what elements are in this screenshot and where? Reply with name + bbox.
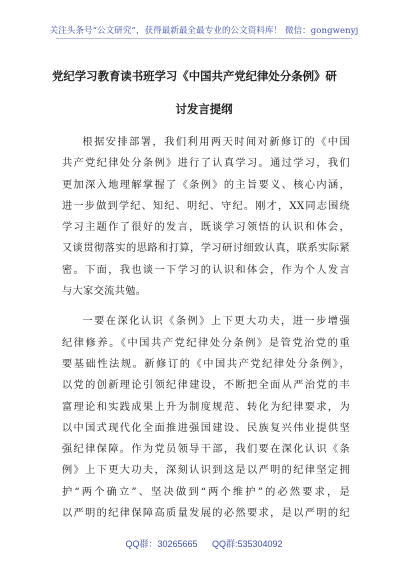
paragraph bbox=[62, 311, 350, 524]
paragraph-line: 富理论和实践成果上升为制度规范、转化为纪律要求，为 bbox=[62, 401, 350, 413]
paragraph-line: 以党的创新理论引领纪律建设，不断把全面从严治党的丰 bbox=[62, 380, 350, 392]
paragraph-line: 一要在深化认识《条例》上下更大功夫，进一步增强 bbox=[82, 316, 350, 328]
header-promo-note: 关注头条号“公文研究”，获得最新最全最专业的公文资料库！ 微信：gongwenyj bbox=[49, 26, 359, 36]
paragraph-line: 根据安排部署，我们利用两天时间对新修订的《中国 bbox=[82, 137, 350, 148]
paragraph-line: 学习主题作了很好的发言，既谈学习领悟的认识和体会， bbox=[62, 222, 350, 234]
paragraph-line: 共产党纪律处分条例》进行了认真学习。通过学习，我们 bbox=[62, 158, 350, 170]
paragraph-line: 以中国式现代化全面推进强国建设、民族复兴伟业提供坚 bbox=[62, 422, 350, 434]
document-title-line1: 党纪学习教育读书班学习《中国共产党纪律处分条例》研 bbox=[52, 69, 337, 83]
paragraph-line: 护“两个确立”、坚决做到“两个维护”的必然要求，是 bbox=[62, 486, 350, 498]
paragraph-line: 与大家交流共勉。 bbox=[62, 286, 147, 298]
document-title-line2: 讨发言提纲 bbox=[175, 102, 233, 116]
paragraph-line: 要基础性法规。新修订的《中国共产党纪律处分条例》， bbox=[62, 358, 350, 370]
footer-qq-group-2: QQ群:535304092 bbox=[212, 539, 283, 549]
paragraph-line: 纪律修养。《中国共产党纪律处分条例》是管党治党的重 bbox=[62, 337, 350, 349]
paragraph-line: 以严明的纪律保障高质量发展的必然要求，是以严明的纪 bbox=[62, 508, 350, 520]
paragraph-line: 例》上下更大功夫，深刻认识到这是以严明的纪律坚定拥 bbox=[62, 465, 350, 477]
paragraph-line: 密。下面，我也谈一下学习的认识和体会，作为个人发言 bbox=[62, 264, 350, 276]
paragraph-gap bbox=[62, 302, 350, 311]
footer-contact bbox=[0, 537, 408, 550]
document-body bbox=[62, 132, 350, 524]
header-divider bbox=[56, 38, 352, 39]
paragraph-line: 更加深入地理解掌握了《条例》的主旨要义、核心内涵， bbox=[62, 179, 350, 191]
footer-qq-group-1: QQ群：30265665 bbox=[125, 539, 198, 549]
paragraph-line: 又谈贯彻落实的思路和打算，学习研讨细致认真，联系实际紧 bbox=[62, 243, 350, 255]
paragraph-line: 进一步做到学纪、知纪、明纪、守纪。刚才，XX同志围绕 bbox=[62, 200, 350, 212]
paragraph-line: 强纪律保障。作为党员领导干部，我们要在深化认识《条 bbox=[62, 444, 350, 456]
paragraph bbox=[62, 132, 350, 302]
